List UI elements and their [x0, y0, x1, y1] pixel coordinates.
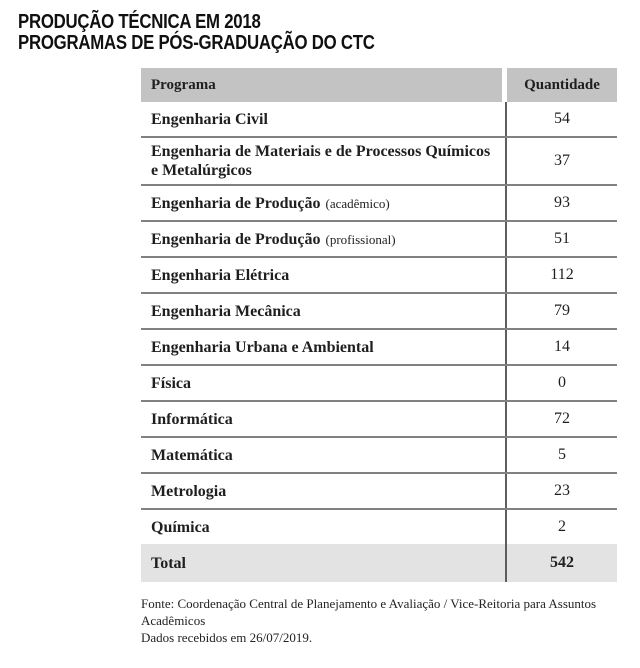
footer-notes: [141, 595, 627, 646]
quantity-cell: 93: [505, 186, 617, 220]
program-text: [151, 410, 238, 429]
program-name: Física: [151, 374, 191, 392]
program-cell: [141, 330, 505, 364]
table-row: [141, 436, 617, 472]
document-page: [0, 12, 640, 668]
program-note: (acadêmico): [325, 195, 390, 211]
program-cell: [141, 258, 505, 292]
title-line-2: PROGRAMAS DE PÓS-GRADUAÇÃO DO CTC: [18, 32, 375, 54]
program-text: [151, 194, 390, 213]
total-label-cell: [141, 544, 505, 582]
program-text: [151, 142, 497, 180]
program-text: [151, 482, 231, 501]
received-date-note: Dados recebidos em 26/07/2019.: [141, 630, 313, 645]
program-cell: [141, 186, 505, 220]
program-name: Engenharia de Produção: [151, 230, 321, 248]
total-quantity: 542: [505, 544, 617, 582]
table-row: [141, 364, 617, 400]
quantity-cell: 112: [505, 258, 617, 292]
program-text: [151, 446, 238, 465]
program-name: Engenharia Civil: [151, 110, 268, 128]
table-row: [141, 472, 617, 508]
quantity-cell: 2: [505, 510, 617, 544]
program-name: Engenharia Urbana e Ambiental: [151, 338, 374, 356]
program-cell: [141, 402, 505, 436]
title-line-1: PRODUÇÃO TÉCNICA EM 2018: [18, 11, 261, 33]
table-row: [141, 136, 617, 184]
table-row: [141, 400, 617, 436]
program-name: Química: [151, 518, 210, 536]
program-cell: [141, 222, 505, 256]
program-note: (profissional): [325, 231, 396, 247]
program-name: Metrologia: [151, 482, 227, 500]
quantity-cell: 72: [505, 402, 617, 436]
table-row: [141, 292, 617, 328]
program-cell: [141, 138, 505, 184]
quantity-cell: 37: [505, 138, 617, 184]
program-cell: [141, 474, 505, 508]
program-cell: [141, 102, 505, 136]
quantity-cell: 14: [505, 330, 617, 364]
page-title: [18, 12, 540, 54]
column-header-quantidade: Quantidade: [507, 68, 617, 102]
program-name: Engenharia de Produção: [151, 194, 321, 212]
program-name: Informática: [151, 410, 233, 428]
table-body: [141, 102, 617, 544]
table-row: [141, 102, 617, 136]
table-row: [141, 220, 617, 256]
program-text: [151, 518, 215, 537]
program-cell: [141, 438, 505, 472]
quantity-cell: 0: [505, 366, 617, 400]
production-table: [141, 68, 617, 582]
column-header-programa: Programa: [141, 68, 502, 102]
program-name: Matemática: [151, 446, 233, 464]
table-row: [141, 328, 617, 364]
quantity-cell: 54: [505, 102, 617, 136]
program-text: [151, 266, 294, 285]
table-row: [141, 508, 617, 544]
quantity-cell: 79: [505, 294, 617, 328]
program-name: Engenharia Elétrica: [151, 266, 290, 284]
total-label: Total: [151, 554, 186, 572]
program-cell: [141, 294, 505, 328]
program-text: [151, 302, 306, 321]
quantity-cell: 51: [505, 222, 617, 256]
quantity-cell: 5: [505, 438, 617, 472]
program-text: [151, 374, 196, 393]
source-note-line-1: Fonte: Coordenação Central de Planejamento e Avaliação / Vice-Reitoria para Assuntos: [141, 596, 597, 611]
quantity-cell: 23: [505, 474, 617, 508]
program-text: [151, 110, 273, 129]
table-header-row: [141, 68, 617, 102]
program-name: Engenharia Mecânica: [151, 302, 301, 320]
program-text: [151, 338, 379, 357]
total-row: [141, 544, 617, 582]
program-text: [151, 230, 396, 249]
table-row: [141, 256, 617, 292]
program-cell: [141, 366, 505, 400]
program-cell: [141, 510, 505, 544]
table-row: [141, 184, 617, 220]
source-note-line-2: Acadêmicos: [141, 613, 206, 628]
program-name: Engenharia de Materiais e de Processos Químicos e Metalúrgicos: [151, 143, 491, 179]
